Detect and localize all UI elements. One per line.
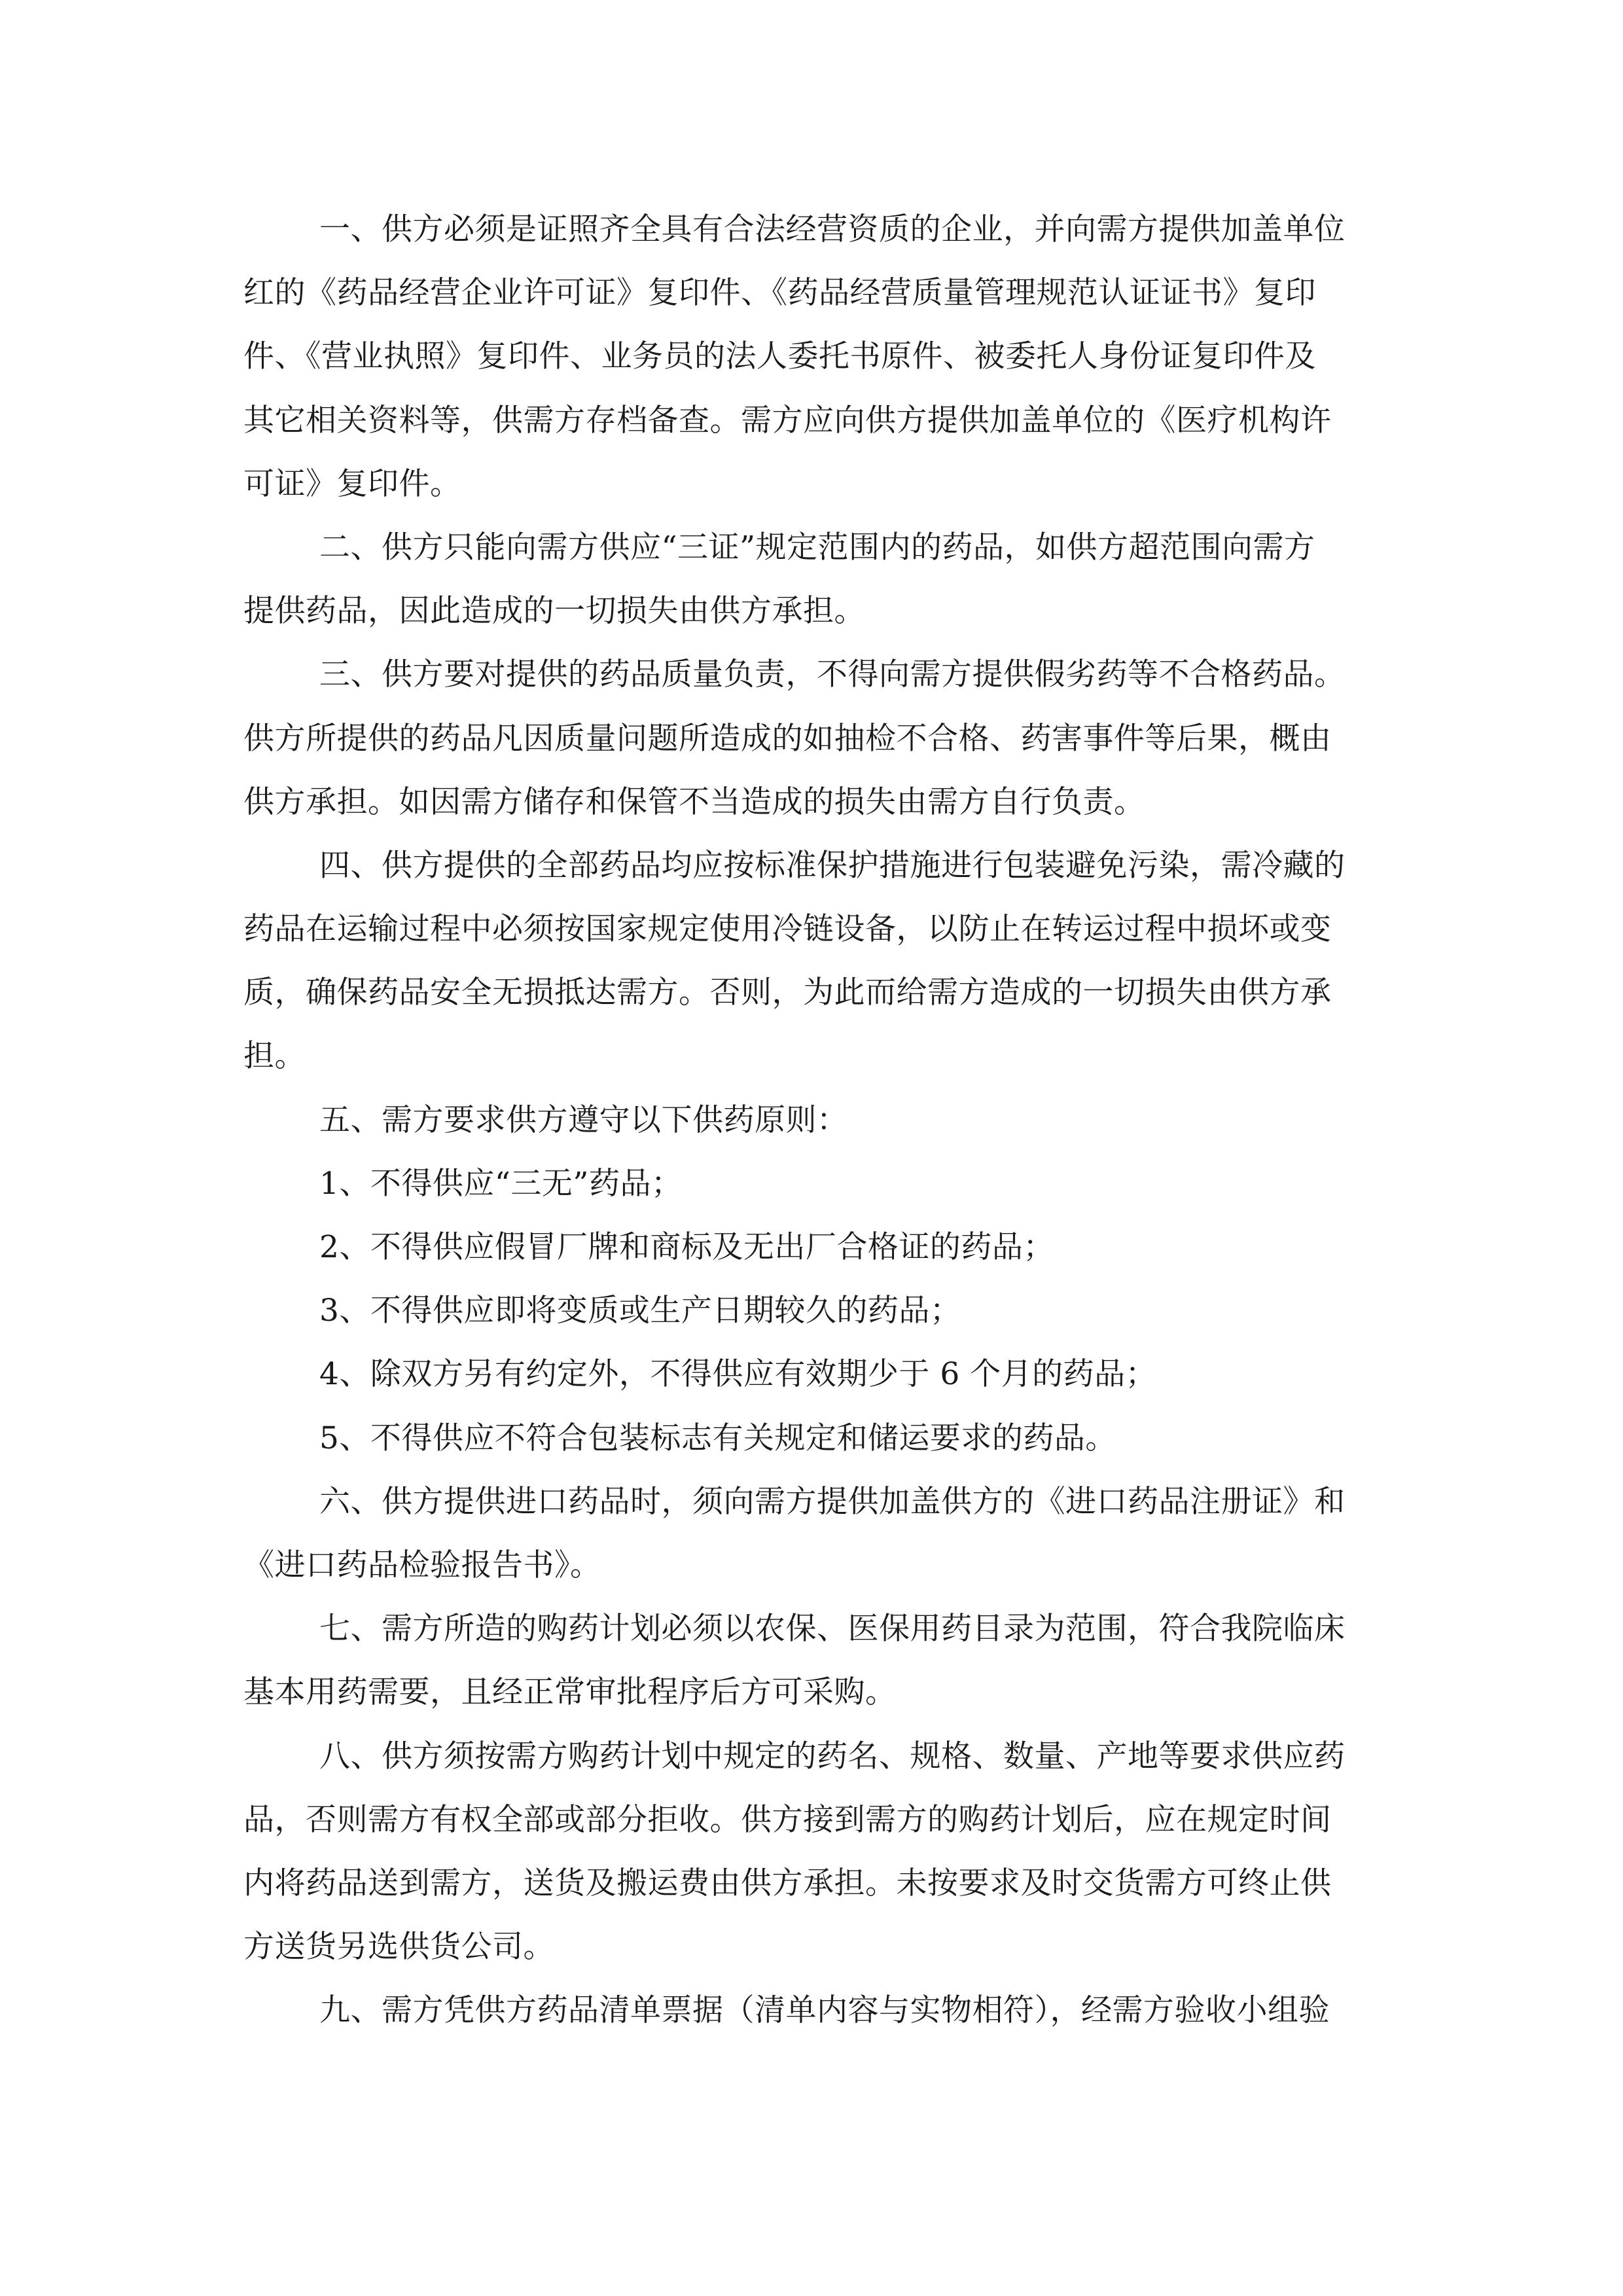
text-line: 二、供方只能向需方供应“三证”规定范围内的药品，如供方超范围向需方 — [319, 529, 1315, 565]
clause-1 — [243, 198, 1380, 516]
text-line: 一、供方必须是证照齐全具有合法经营资质的企业，并向需方提供加盖单位 — [319, 211, 1346, 247]
principle-item-1: 1、不得供应“三无”药品； — [319, 1165, 683, 1202]
clause-5 — [243, 1088, 1380, 1152]
document-body — [243, 198, 1380, 2043]
clause-8 — [243, 1725, 1380, 1979]
text-line: 供方承担。如因需方储存和保管不当造成的损失由需方自行负责。 — [243, 783, 1145, 820]
text-line: 四、供方提供的全部药品均应按标准保护措施进行包装避免污染，需冷藏的 — [319, 847, 1346, 884]
principle-item-3: 3、不得供应即将变质或生产日期较久的药品； — [319, 1293, 961, 1329]
principle-item-5: 5、不得供应不符合包装标志有关规定和储运要求的药品。 — [319, 1420, 1116, 1456]
clause-3 — [243, 643, 1380, 834]
text-line: 内将药品送到需方，送货及搬运费由供方承担。未按要求及时交货需方可终止供 — [243, 1865, 1332, 1901]
text-line: 件、《营业执照》复印件、业务员的法人委托书原件、被委托人身份证复印件及 — [243, 338, 1316, 375]
text-line: 药品在运输过程中必须按国家规定使用冷链设备，以防止在转运过程中损坏或变 — [243, 911, 1332, 948]
text-line: 三、供方要对提供的药品质量负责，不得向需方提供假劣药等不合格药品。 — [319, 656, 1346, 693]
text-line: 七、需方所造的购药计划必须以农保、医保用药目录为范围，符合我院临床 — [319, 1611, 1346, 1647]
clause-6 — [243, 1470, 1380, 1597]
text-line: 九、需方凭供方药品清单票据（清单内容与实物相符），经需方验收小组验 — [319, 1992, 1330, 2029]
text-line: 可证》复印件。 — [243, 465, 461, 502]
text-line: 品，否则需方有权全部或部分拒收。供方接到需方的购药计划后，应在规定时间 — [243, 1801, 1332, 1838]
clause-2 — [243, 516, 1380, 643]
text-line: 其它相关资料等，供需方存档备查。需方应向供方提供加盖单位的《医疗机构许 — [243, 402, 1332, 439]
clause-4 — [243, 834, 1380, 1088]
clause-7 — [243, 1597, 1380, 1724]
text-line: 五、需方要求供方遵守以下供药原则： — [319, 1102, 848, 1138]
text-line: 质，确保药品安全无损抵达需方。否则，为此而给需方造成的一切损失由供方承 — [243, 975, 1332, 1011]
text-line: 基本用药需要，且经正常审批程序后方可采购。 — [243, 1674, 897, 1711]
principle-item-4: 4、除双方另有约定外，不得供应有效期少于 6 个月的药品； — [319, 1356, 1157, 1393]
text-line: 八、供方须按需方购药计划中规定的药名、规格、数量、产地等要求供应药 — [319, 1738, 1346, 1774]
clause-9 — [243, 1979, 1380, 2042]
text-line: 提供药品，因此造成的一切损失由供方承担。 — [243, 593, 865, 630]
text-line: 供方所提供的药品凡因质量问题所造成的如抽检不合格、药害事件等后果，概由 — [243, 720, 1332, 757]
text-line: 方送货另选供货公司。 — [243, 1929, 554, 1965]
principle-item-2: 2、不得供应假冒厂牌和商标及无出厂合格证的药品； — [319, 1229, 1054, 1266]
text-line: 担。 — [243, 1038, 306, 1075]
text-line: 《进口药品检验报告书》。 — [243, 1547, 601, 1584]
text-line: 红的《药品经营企业许可证》复印件、《药品经营质量管理规范认证证书》复印 — [243, 275, 1316, 312]
text-line: 六、供方提供进口药品时，须向需方提供加盖供方的《进口药品注册证》和 — [319, 1483, 1346, 1520]
